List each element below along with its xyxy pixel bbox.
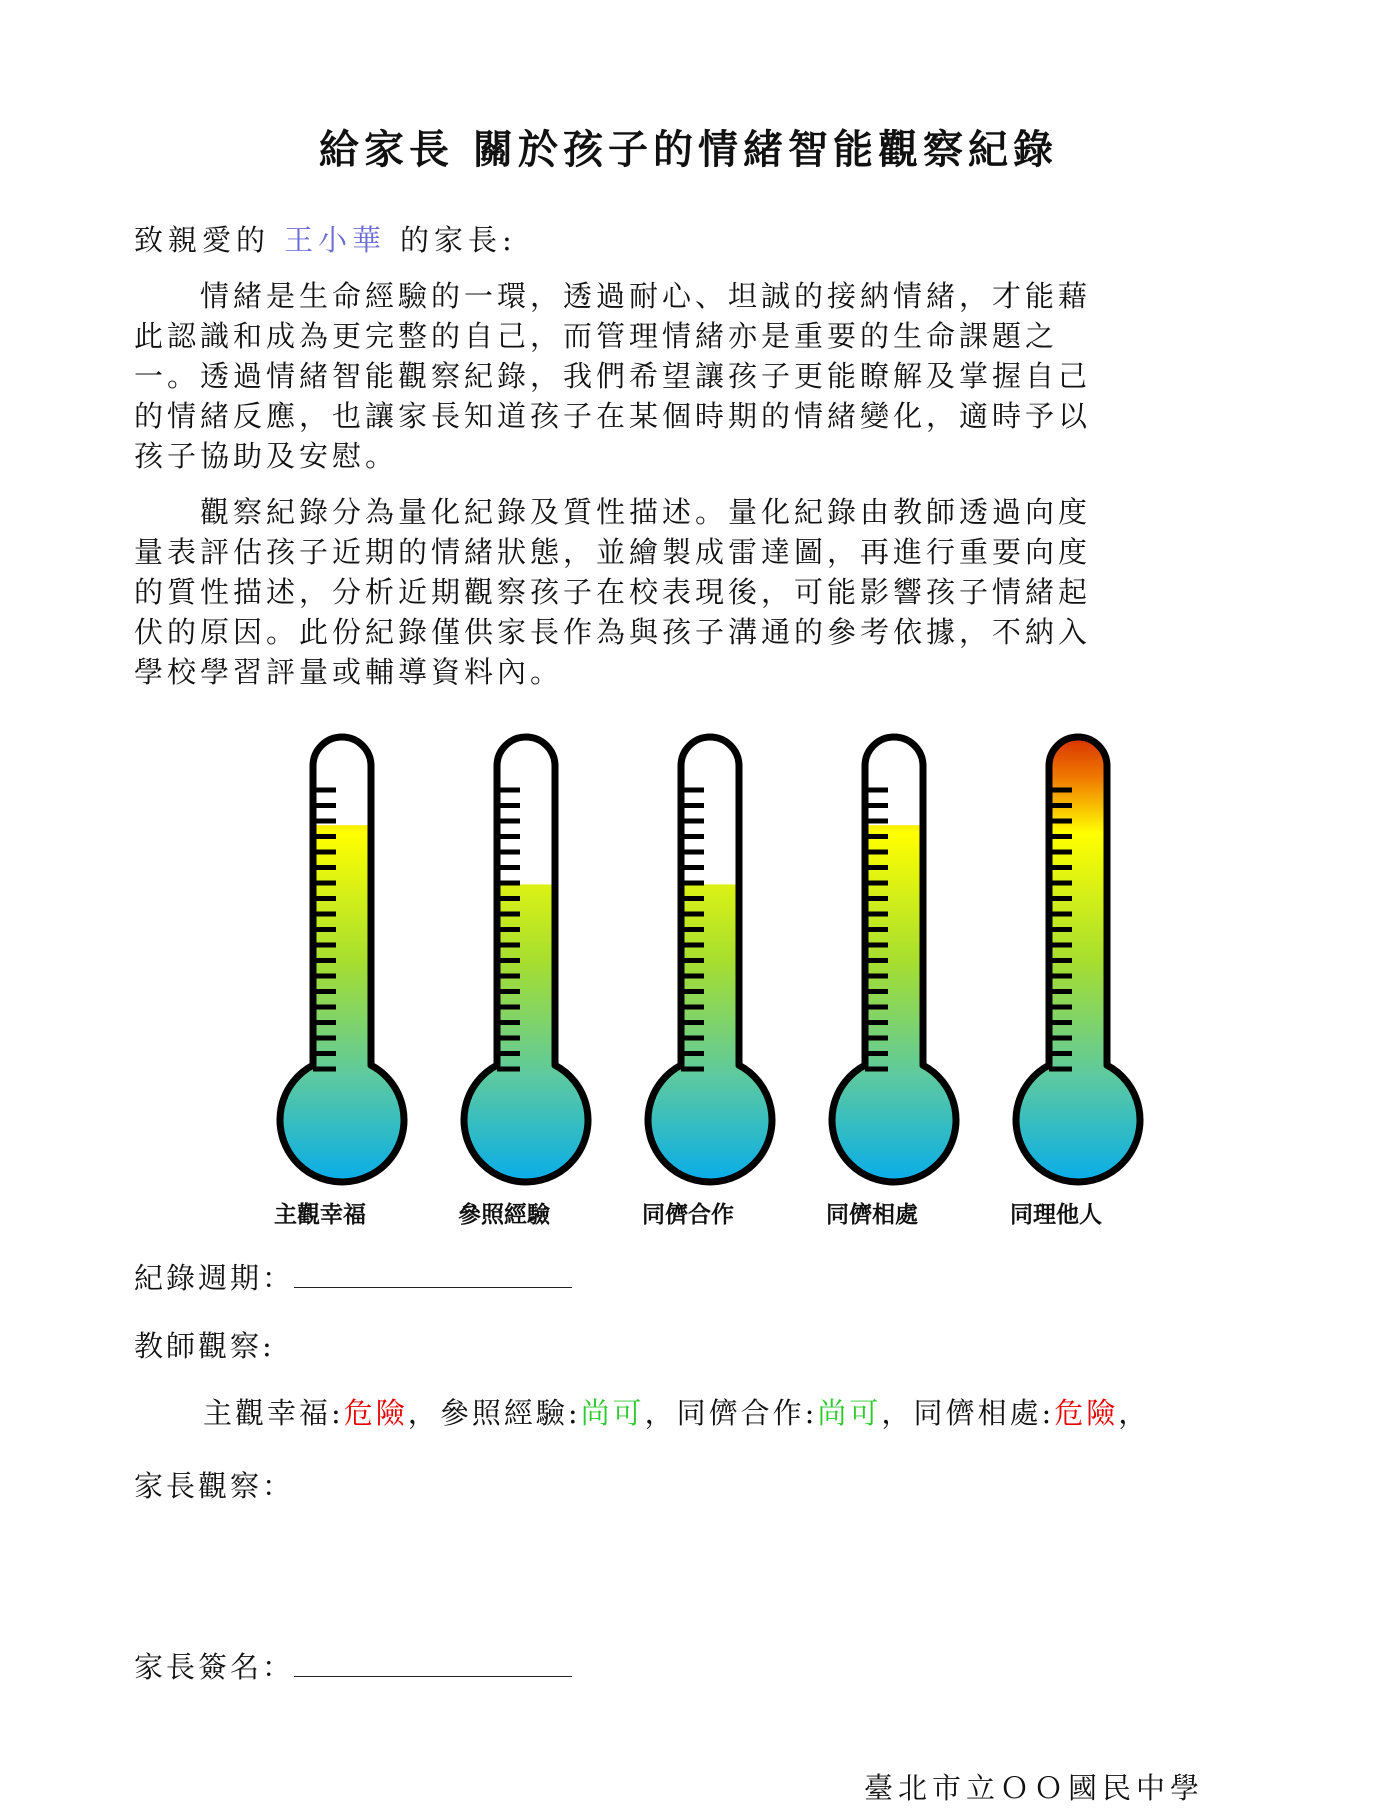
parent-signature-blank[interactable] <box>294 1648 572 1677</box>
parent-signature-label: 家長簽名： <box>134 1650 295 1684</box>
thermometer-chart <box>248 732 1148 1196</box>
parent-signature <box>134 1645 572 1686</box>
paragraph-line: 量表評估孩子近期的情緒狀態，並繪製成雷達圖，再進行重要向度 <box>134 535 1092 569</box>
paragraph-line: 情緒是生命經驗的一環，透過耐心、坦誠的接納情緒，才能藉 <box>134 279 1092 313</box>
obs-name: 參照經驗: <box>439 1396 581 1430</box>
thermometer-fill <box>830 825 958 1186</box>
paragraph-line: 一。透過情緒智能觀察紀錄，我們希望讓孩子更能瞭解及掌握自己 <box>134 359 1092 393</box>
thermometer-fill <box>646 884 774 1186</box>
obs-status: 危險 <box>343 1396 408 1430</box>
obs-sep: ， <box>1118 1396 1151 1430</box>
paragraph-line: 觀察紀錄分為量化紀錄及質性描述。量化紀錄由教師透過向度 <box>134 495 1092 529</box>
thermometer-svg <box>248 732 1148 1192</box>
school-name: 臺北市立ＯＯ國民中學 <box>864 1771 1205 1805</box>
thermometer-fill <box>462 884 590 1186</box>
greeting-suffix: 的家長: <box>400 223 517 257</box>
obs-status: 尚可 <box>817 1396 882 1430</box>
paragraph-line: 孩子協助及安慰。 <box>134 439 399 473</box>
teacher-observation-label: 教師觀察: <box>134 1329 275 1363</box>
obs-status: 尚可 <box>580 1396 645 1430</box>
paragraph-line: 的質性描述，分析近期觀察孩子在校表現後，可能影響孩子情緒起 <box>134 575 1092 609</box>
parent-observation-label: 家長觀察： <box>134 1469 295 1503</box>
record-period-blank <box>294 1259 572 1288</box>
teacher-observation-items <box>203 1391 1150 1432</box>
thermometer-label: 參照經驗 <box>458 1202 550 1228</box>
paragraph-line: 伏的原因。此份紀錄僅供家長作為與孩子溝通的參考依據，不納入 <box>134 615 1092 649</box>
method-paragraph <box>134 492 1240 692</box>
greeting <box>134 218 517 259</box>
paragraph-line: 學校學習評量或輔導資料內。 <box>134 655 564 689</box>
obs-sep: ， <box>407 1396 440 1430</box>
record-period-label: 紀錄週期： <box>134 1261 295 1295</box>
obs-status: 危險 <box>1054 1396 1119 1430</box>
thermometer-fill <box>1014 732 1142 1186</box>
greeting-prefix: 致親愛的 <box>134 223 271 257</box>
obs-name: 主觀幸福: <box>203 1396 344 1430</box>
thermometer-label: 同理他人 <box>1010 1202 1102 1228</box>
thermometer-fill <box>278 825 406 1186</box>
student-name: 王小華 <box>284 223 387 257</box>
thermometer-label: 主觀幸福 <box>274 1202 366 1228</box>
thermometer-label: 同儕合作 <box>642 1202 734 1228</box>
intro-paragraph <box>134 276 1240 476</box>
page-title: 給家長 關於孩子的情緒智能觀察紀錄 <box>319 127 1058 173</box>
paragraph-line: 此認識和成為更完整的自己，而管理情緒亦是重要的生命課題之 <box>134 319 1059 353</box>
obs-name: 同儕合作: <box>676 1396 818 1430</box>
obs-sep: ， <box>881 1396 914 1430</box>
record-period <box>134 1256 572 1297</box>
obs-sep: ， <box>644 1396 677 1430</box>
obs-name: 同儕相處: <box>913 1396 1055 1430</box>
paragraph-line: 的情緒反應，也讓家長知道孩子在某個時期的情緒變化，適時予以 <box>134 399 1092 433</box>
thermometer-label: 同儕相處 <box>826 1202 918 1228</box>
